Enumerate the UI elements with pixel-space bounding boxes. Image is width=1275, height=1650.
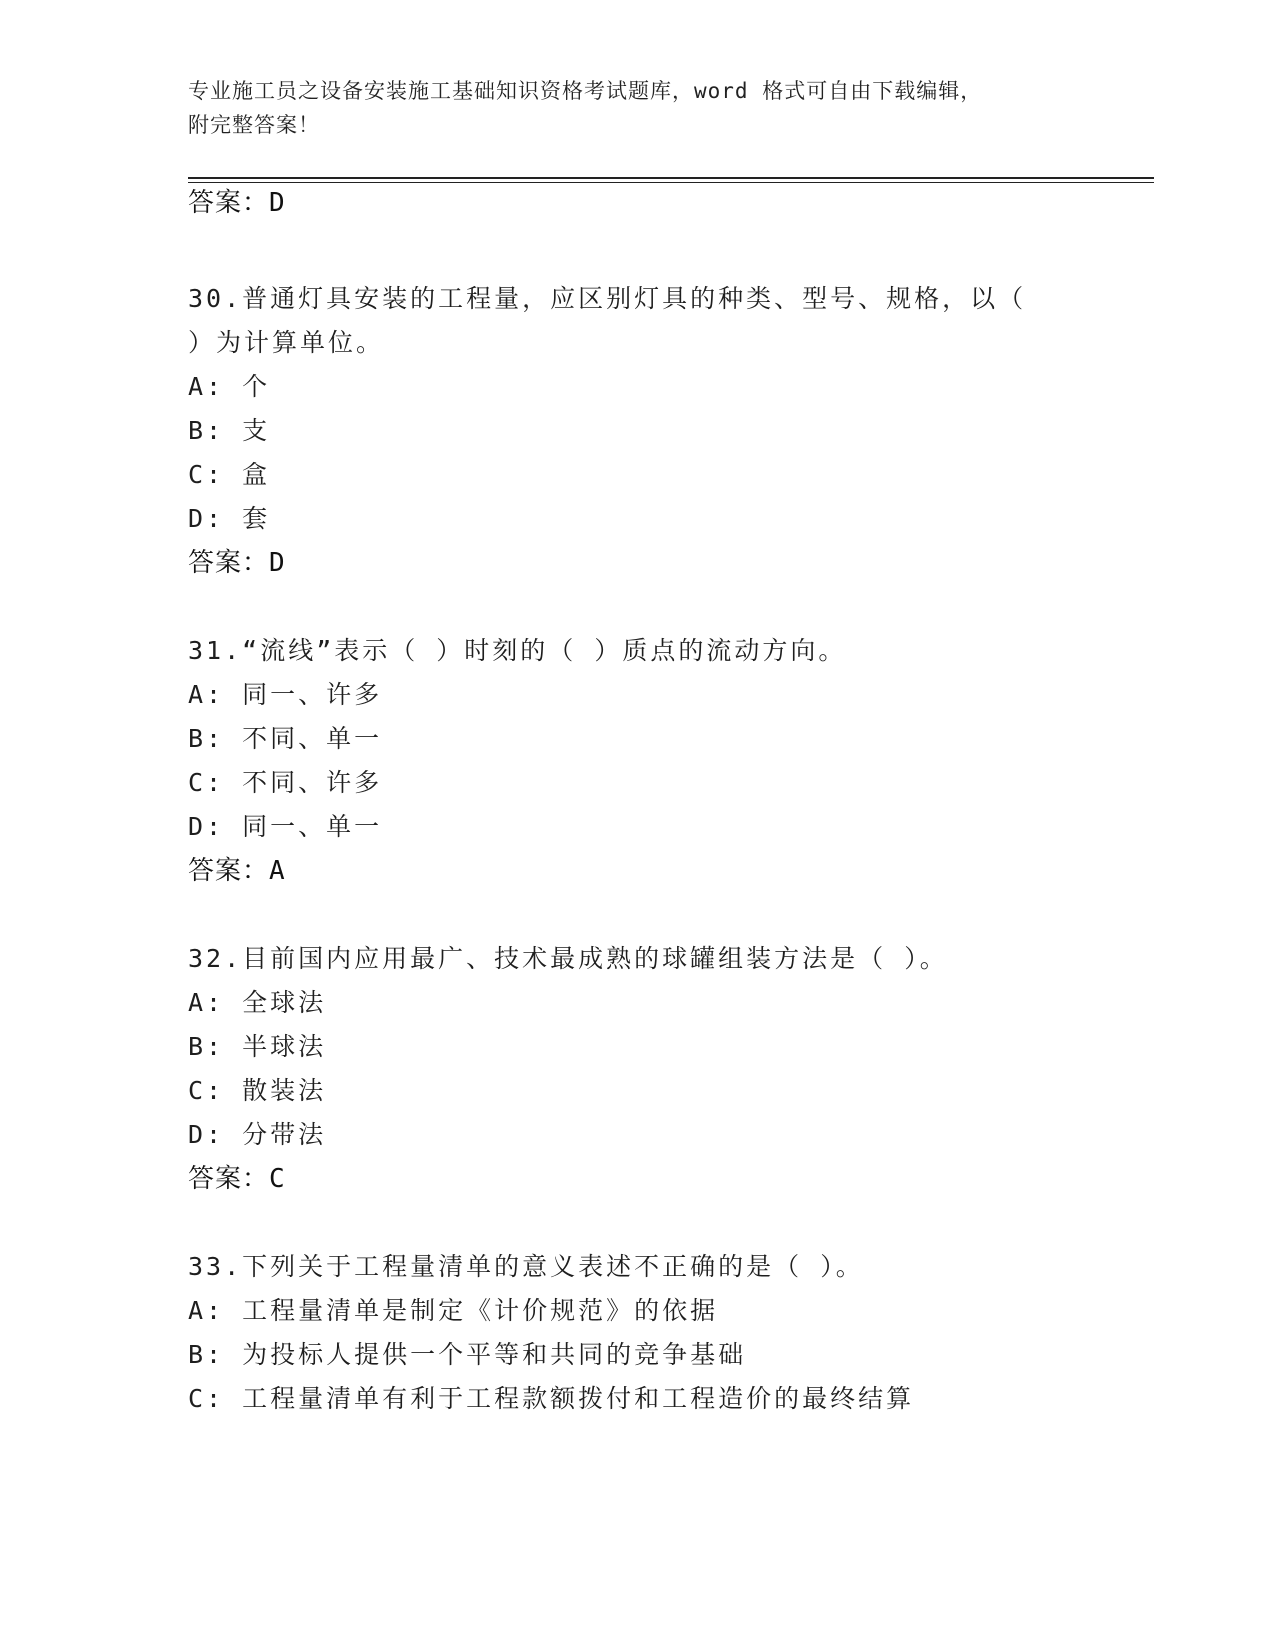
question-30-option-b: B: 支 [188,416,271,445]
question-31-option-c: C: 不同、许多 [188,768,383,797]
document-header [188,74,1068,142]
question-31-option-b: B: 不同、单一 [188,724,383,753]
question-31-option-d: D: 同一、单一 [188,812,383,841]
answer-value: A [269,856,286,886]
question-30-stem-line-1: 30.普通灯具安装的工程量，应区别灯具的种类、型号、规格，以（ [188,284,1027,313]
question-30-stem-line-2: ）为计算单位。 [188,328,385,357]
header-line-1: 专业施工员之设备安装施工基础知识资格考试题库，word 格式可自由下载编辑， [188,79,983,103]
answer-label: 答案： [188,1164,270,1194]
answer-value: D [269,188,286,218]
answer-label: 答案： [188,188,270,218]
question-31-stem: 31.“流线”表示（ ）时刻的（ ）质点的流动方向。 [188,636,847,665]
answer-line-30 [188,546,286,580]
answer-value: D [269,548,286,578]
header-divider-thin [188,182,1154,183]
question-33-stem: 33.下列关于工程量清单的意义表述不正确的是（ ）。 [188,1252,864,1281]
question-33-option-a: A: 工程量清单是制定《计价规范》的依据 [188,1296,719,1325]
header-line-2: 附完整答案！ [188,113,320,137]
question-30-option-d: D: 套 [188,504,271,533]
question-32-option-a: A: 全球法 [188,988,327,1017]
question-32-option-c: C: 散装法 [188,1076,327,1105]
question-30-option-c: C: 盒 [188,460,271,489]
question-32-option-b: B: 半球法 [188,1032,327,1061]
question-31-option-a: A: 同一、许多 [188,680,383,709]
question-33-option-b: B: 为投标人提供一个平等和共同的竞争基础 [188,1340,747,1369]
answer-label: 答案： [188,856,270,886]
answer-line-32 [188,1162,286,1196]
answer-line-31 [188,854,286,888]
answer-line-29 [188,186,286,220]
question-33-option-c: C: 工程量清单有利于工程款额拨付和工程造价的最终结算 [188,1384,915,1413]
question-32-option-d: D: 分带法 [188,1120,327,1149]
question-32-stem: 32.目前国内应用最广、技术最成熟的球罐组装方法是（ ）。 [188,944,948,973]
header-divider-thick [188,177,1154,179]
answer-label: 答案： [188,548,270,578]
question-30-option-a: A: 个 [188,372,271,401]
answer-value: C [269,1164,286,1194]
